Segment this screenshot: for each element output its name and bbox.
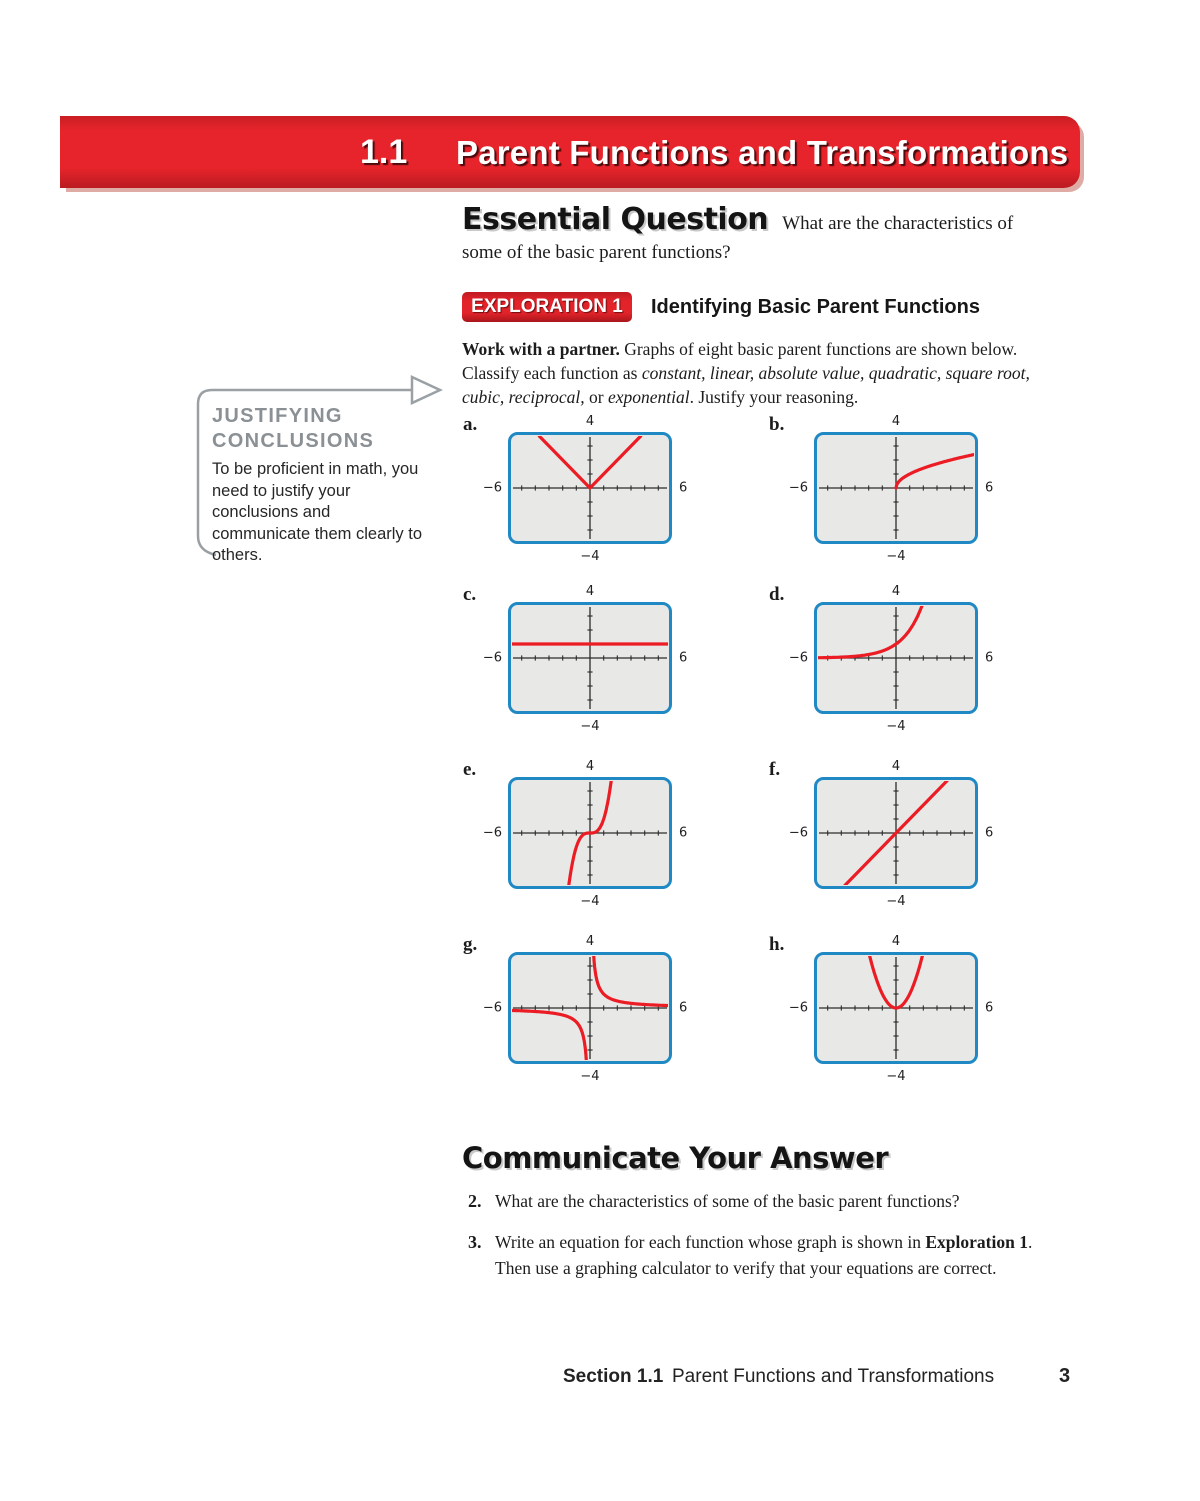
graph-cell-reciprocal [462,934,752,1102]
graph-canvas-square_root [814,432,978,544]
text-segment: Work with a partner. [462,339,620,359]
text-segment: . Justify your reasoning. [689,387,859,407]
footer-page-number: 3 [1059,1365,1071,1387]
graph-cell-linear [768,759,1058,927]
graph-canvas-cubic [508,777,672,889]
axis-label-xmin: −6 [788,480,808,496]
axis-label-ymin: −4 [580,549,600,564]
graph-letter-label: h. [769,934,785,955]
axis-label-ymin: −4 [580,1069,600,1084]
axis-label-xmax: 6 [679,480,688,496]
section-banner [60,116,1080,188]
graph-canvas-absolute_value [508,432,672,544]
axis-label-ymax: 4 [891,759,901,774]
axis-label-xmax: 6 [985,1000,994,1016]
graph-letter-label: c. [463,584,477,605]
axis-label-ymin: −4 [886,719,906,734]
graph-screen [482,934,688,1084]
question-2-number: 2. [468,1191,482,1211]
axis-label-ymax: 4 [891,584,901,599]
axis-label-ymax: 4 [585,759,595,774]
graph-screen [788,759,994,909]
graph-screen [788,934,994,1084]
graph-letter-label: e. [463,759,477,780]
text-segment: exponential [607,387,690,407]
text-segment: Write an equation for each function whose graph is shown in [495,1232,926,1252]
sidebar-note-heading: JUSTIFYING CONCLUSIONS [212,405,375,452]
text-segment: or [584,387,608,407]
exploration-title: Identifying Basic Parent Functions [651,296,980,318]
axis-label-xmax: 6 [985,825,994,841]
axis-label-ymin: −4 [886,1069,906,1084]
text-segment: Exploration 1 [925,1232,1028,1252]
footer-title: Parent Functions and Transformations [672,1366,995,1387]
axis-label-ymax: 4 [585,934,595,949]
essential-question-text: What are the characteristics of some of the basic parent functions? [462,213,1014,263]
question-2-text [495,1188,1052,1214]
question-2 [468,1188,1052,1214]
graph-screen [788,584,994,734]
graph-cell-constant [462,584,752,752]
graph-screen [482,759,688,909]
graph-screen [482,584,688,734]
axis-label-ymax: 4 [891,934,901,949]
sidebar-note-body: To be proficient in math, you need to justify your conclusions and communicate them clearly to others. [212,460,422,564]
text-segment: constant, linear, absolute value, quadratic, square root, cubic, reciprocal, [462,363,1030,407]
text-segment: Graphs of eight basic parent functions are shown below. Classify each function as [462,339,1018,383]
graph-canvas-constant [508,602,672,714]
section-title: Parent Functions and Transformations [456,134,1069,171]
graph-letter-label: g. [463,934,478,955]
question-3-text [495,1229,1052,1281]
graph-cell-square_root [768,414,1058,582]
footer-section: Section 1.1 [563,1366,664,1387]
axis-label-xmax: 6 [985,650,994,666]
axis-label-ymax: 4 [585,584,595,599]
graph-cell-cubic [462,759,752,927]
axis-label-ymax: 4 [891,414,901,429]
graph-screen [788,414,994,564]
graph-letter-label: b. [769,414,785,435]
axis-label-xmin: −6 [482,650,502,666]
axis-label-xmin: −6 [788,1000,808,1016]
axis-label-xmin: −6 [482,480,502,496]
question-3-number: 3. [468,1232,482,1252]
axis-label-xmin: −6 [788,825,808,841]
axis-label-ymax: 4 [585,414,595,429]
communicate-heading: Communicate Your Answer [462,1141,889,1175]
axis-label-ymin: −4 [580,719,600,734]
exploration-intro [462,337,1054,409]
axis-label-xmin: −6 [788,650,808,666]
exploration-badge: EXPLORATION 1 [462,292,632,322]
graph-canvas-linear [814,777,978,889]
graph-cell-quadratic [768,934,1058,1102]
graph-canvas-exponential [814,602,978,714]
graph-cell-absolute_value [462,414,752,582]
section-number: 1.1 [360,133,408,171]
graph-letter-label: d. [769,584,785,605]
text-segment: What are the characteristics of some of the basic parent functions? [495,1191,960,1211]
axis-label-xmin: −6 [482,825,502,841]
graph-letter-label: a. [463,414,478,435]
axis-label-xmax: 6 [679,650,688,666]
essential-question-heading: Essential Question [462,202,769,237]
axis-label-xmax: 6 [679,1000,688,1016]
text-segment: . Then use a graphing calculator to verify that your equations are correct. [495,1232,1033,1278]
axis-label-ymin: −4 [580,894,600,909]
axis-label-ymin: −4 [886,549,906,564]
axis-label-ymin: −4 [886,894,906,909]
graph-cell-exponential [768,584,1058,752]
graph-canvas-quadratic [814,952,978,1064]
graph-letter-label: f. [769,759,781,780]
essential-question [462,202,1048,268]
axis-label-xmin: −6 [482,1000,502,1016]
graph-screen [482,414,688,564]
question-3 [468,1229,1052,1281]
graph-canvas-reciprocal [508,952,672,1064]
axis-label-xmax: 6 [679,825,688,841]
axis-label-xmax: 6 [985,480,994,496]
